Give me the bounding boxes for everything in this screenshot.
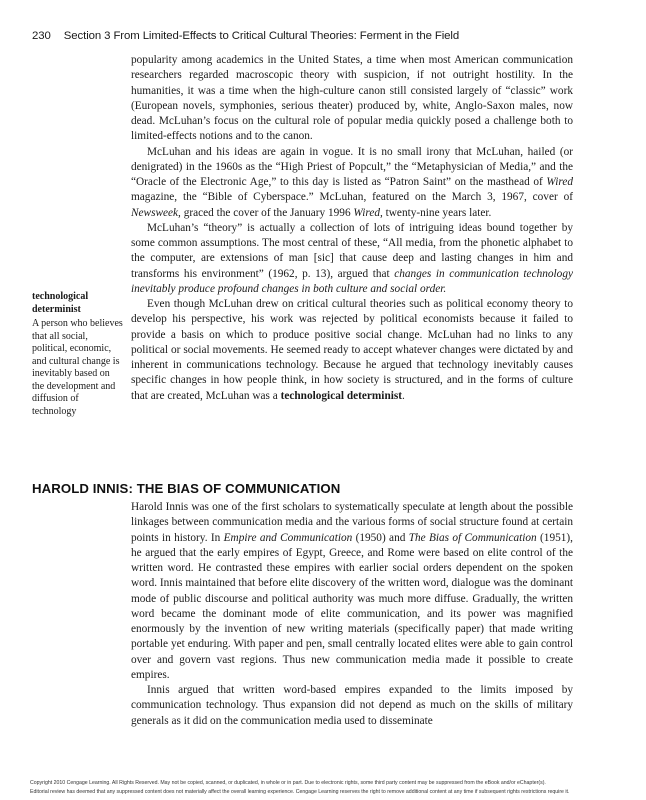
text-run: popularity among academics in the United States, a time when most American communication researchers regarded macroscopic theory with suspicion, if not outright hostility. In the humanities, it was a time when the high-culture canon still consisted largely of “classic” work (European novels, symphonies, serious theater) produced by, white, Anglo-Saxon males, now dead. McLuhan’s focus on the cultural role of popular media quickly posed a challenge both to limited-effects notions and to the canon. — [131, 54, 573, 143]
running-head — [32, 30, 459, 42]
margin-glossary — [32, 291, 124, 418]
gloss-definition: A person who believes that all social, political, economic, and cultural change is inevitably based on the development and diffusion of technology — [32, 318, 123, 417]
text-run: . — [402, 389, 405, 402]
paragraph-empires — [131, 683, 573, 729]
paragraph-innis — [131, 500, 573, 683]
editorial-notice: Editorial review has deemed that any suppressed content does not materially affect the overall learning experience. Cengage Learning reserves the right to remove additional content at any time if subsequent rights restrictions require it. — [30, 789, 570, 795]
text-run: magazine, the “Bible of Cyberspace.” McLuhan, featured on the March 3, 1967, cover of — [131, 191, 573, 204]
italic-run: Newsweek, — [131, 206, 181, 219]
italic-run: The Bias of Communication — [408, 531, 537, 544]
body-column-top — [131, 53, 573, 404]
text-run: Harold Innis was one of the first scholars to systematically speculate at length about the possible linkages between communication media and the various forms of social structure found at certain points in history. In — [131, 501, 573, 544]
running-title: Section 3 From Limited-Effects to Critical Cultural Theories: Ferment in the Field — [63, 30, 460, 42]
italic-run: Wired, — [353, 206, 383, 219]
gloss-term: technological determinist — [32, 291, 89, 315]
text-run: graced the cover of the January 1996 — [180, 206, 354, 219]
text-run: Innis argued that written word-based empires expanded to the limits imposed by communication technology. Thus expansion did not depend as much on the skills of military generals as it did on the communication media used to disseminate — [131, 684, 573, 727]
key-term: technological determinist — [280, 389, 403, 402]
paragraph-popularity — [131, 53, 573, 145]
paragraph-theory — [131, 221, 573, 297]
text-run: (1951), he argued that the early empires of Egypt, Greece, and Rome were based on elite control of the written word. He contrasted these empires with earlier social orders dependent on the spoken word. Innis maintained that before elite discovery of the written word, dialogue was the dominant mode of public discourse and political authority was much more diffuse. Gradually, the written word became the dominant mode of elite communication, and its power was magnified enormously by the invention of new writing materials (specifically paper) that made writing portable yet enduring. With paper and pen, small centrally located elites were able to gain control over and govern vast regions. Thus new communication media made it possible to create empires. — [131, 531, 573, 681]
text-run: twenty-nine years later. — [382, 206, 492, 219]
section-heading: HAROLD INNIS: THE BIAS OF COMMUNICATION — [32, 481, 341, 496]
page-number: 230 — [32, 30, 51, 42]
text-run: McLuhan and his ideas are again in vogue. It is no small irony that McLuhan, hailed (or denigrated) in the 1960s as the “High Priest of Popcult,” the “Metaphysician of Media,” and the “Oracle of the Electronic Age,” to this day is listed as “Patron Saint” on the masthead of — [131, 145, 573, 188]
italic-run: Empire and Communication — [223, 531, 353, 544]
text-run: (1950) and — [352, 531, 409, 544]
text-run: McLuhan’s “theory” is actually a collection of lots of intriguing ideas bound together by some common assumptions. The most central of these, “All media, from the phonetic alphabet to the computer, are extensions of man [sic] that cause deep and lasting changes in him and transforms his environment” (1962, p. 13), argued that — [131, 221, 573, 280]
italic-run: changes in communication technology inevitably produce profound changes in both culture and social order. — [131, 267, 573, 295]
body-column-bottom — [131, 500, 573, 729]
paragraph-critique — [131, 297, 573, 404]
paragraph-vogue — [131, 145, 573, 221]
italic-run: Wired — [546, 176, 573, 188]
copyright-notice: Copyright 2010 Cengage Learning. All Rights Reserved. May not be copied, scanned, or duplicated, in whole or in part. Due to electronic rights, some third party content may be suppressed from the eBook and/or eChapter(s). — [30, 780, 546, 786]
text-run: Even though McLuhan drew on critical cultural theories such as political economy theory to develop his perspective, his work was rejected by political economists because it failed to provide a basis on which to produce positive social change. McLuhan had no links to any political or social movements. He seemed ready to accept whatever changes were dictated by and inherent in communications technology. Because he argued that technology inevitably causes specific changes in how people think, in how society is structured, and in the forms of culture that are created, McLuhan was a — [131, 298, 573, 402]
